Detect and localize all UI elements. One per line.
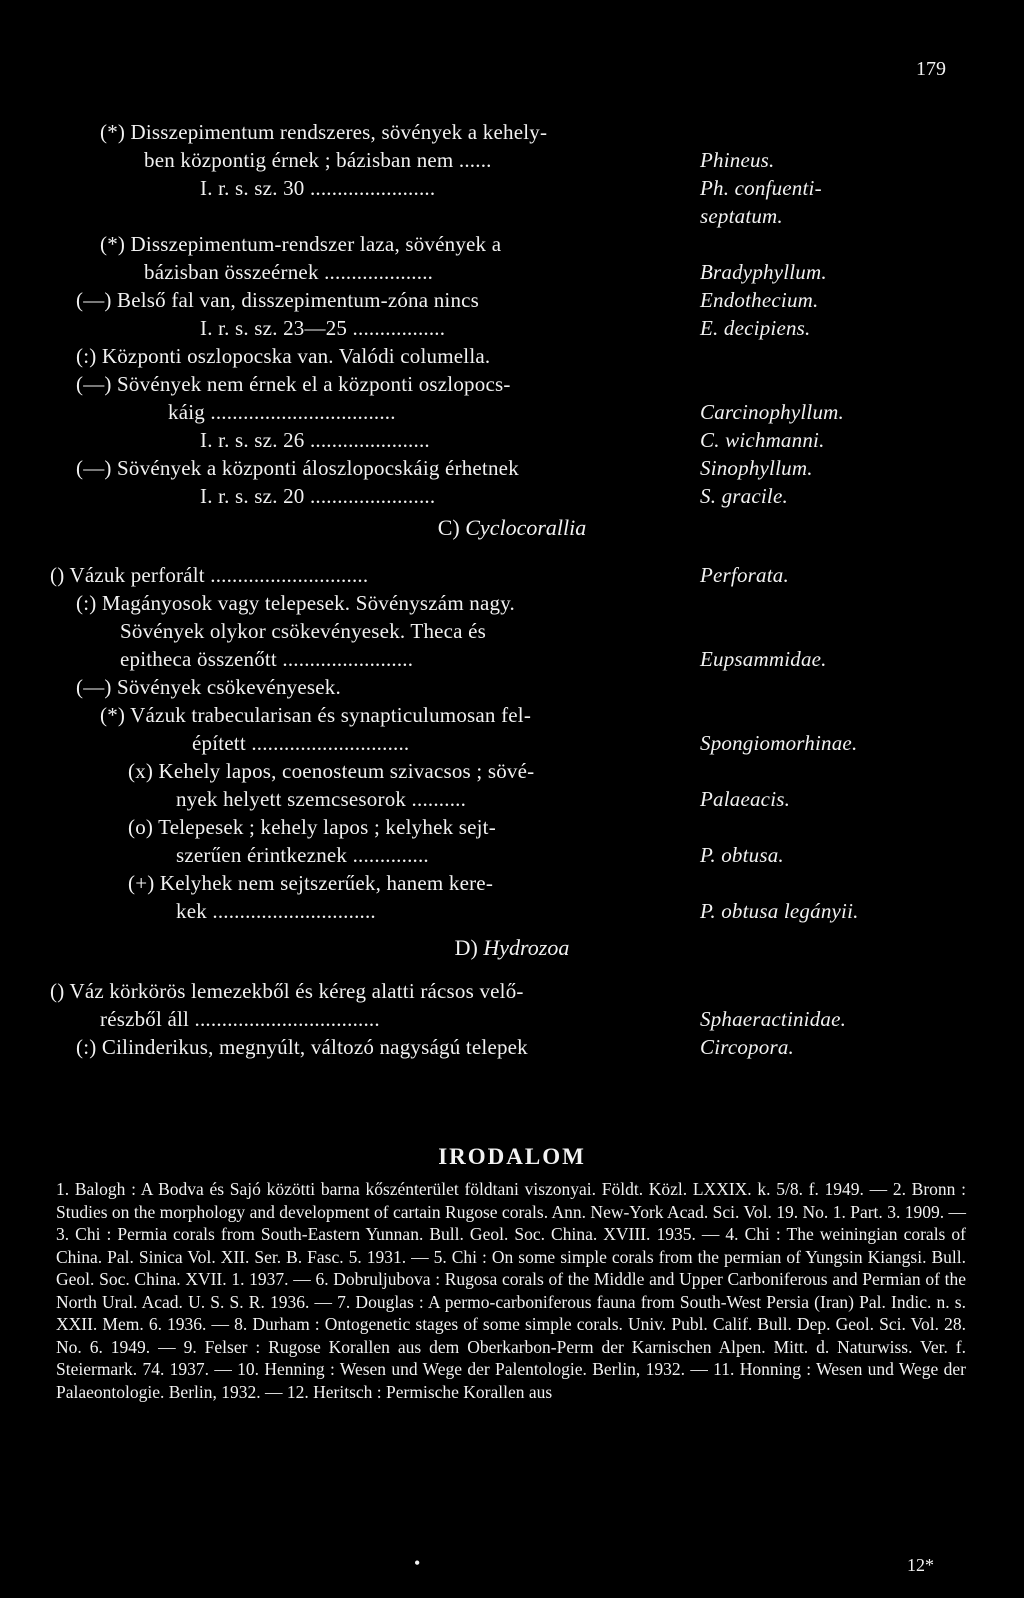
footer-dot: • [414,1553,421,1573]
key-taxon: Endothecium. [700,288,819,312]
literature-body: 1. Balogh : A Bodva és Sajó közötti barna kőszénterület földtani viszonyai. Földt. Közl. LXXIX. k. 5/8. f. 1949. — 2. Bronn : Studies on the morphology and development of cartain Rugose corals. Ann. New-York Acad. Sci. Vol. 19. No. 1. Part. 3. 1909. — 3. Chi : Permia corals from South-Eastern Yunnan. Bull. Geol. Soc. China. XVIII. 1935. — 4. Chi : The weiningian corals of China. Pal. Sinica Vol. XII. Ser. B. Fasc. 5. 1931. — 5. Chi : On some simple corals from the permian of Yungsin Kiangsi. Bull. Geol. Soc. China. XVII. 1. 1937. — 6. Dobruljubova : Rugosa corals of the Middle and Upper Carboniferous and Permian of the North Ural. Acad. U. S. S. R. 1936. — 7. Douglas : A permo-carboniferous fauna from South-West Persia (Iran) Pal. Indic. n. s. XXII. Mem. 6. 1936. — 8. Durham : Ontogenetic stages of some simple corals. Univ. Publ. Calif. Bull. Dep. Geol. Sci. Vol. 28. No. 6. 1949. — 9. Felser : Rugose Korallen aus dem Oberkarbon-Perm der Karnischen Alpen. Mitt. d. Naturwiss. Ver. f. Steiermark. 74. 1937. — 10. Henning : Wesen und Wege der Palentologie. Berlin, 1932. — 11. Honning : Wesen und Wege der Palaeontologie. Berlin, 1932. — 12. Heritsch : Permische Korallen aus [56,1179,966,1402]
key-text: () Vázuk perforált ............................. [50,563,369,587]
key-row [0,482,1024,510]
key-text: részből áll .................................. [100,1007,380,1031]
key-row [0,342,1024,370]
key-row [0,230,1024,258]
key-section-b [0,118,1024,510]
key-row [0,426,1024,454]
key-row [0,841,1024,869]
key-row [0,785,1024,813]
key-text: (o) Telepesek ; kehely lapos ; kelyhek sejt- [128,815,496,839]
key-row [0,701,1024,729]
key-text: I. r. s. sz. 30 ....................... [200,176,436,200]
key-text: (—) Sövények csökevényesek. [76,675,341,699]
section-d-prefix: D) [454,935,478,960]
key-row [0,757,1024,785]
key-taxon: P. obtusa. [700,843,784,867]
key-text: épített ............................. [192,731,410,755]
key-text: (*) Disszepimentum rendszeres, sövények a kehely- [100,120,548,144]
key-text: I. r. s. sz. 23—25 ................. [200,316,446,340]
footer-signature: 12* [907,1555,934,1575]
key-text: (—) Sövények nem érnek el a központi oszlopocs- [76,372,511,396]
key-row [0,1033,1024,1061]
key-row [0,617,1024,645]
section-c-title: Cyclocorallia [465,515,587,540]
key-row [0,454,1024,482]
key-taxon: Bradyphyllum. [700,260,827,284]
key-taxon: C. wichmanni. [700,428,825,452]
key-taxon: Phineus. [700,148,775,172]
section-d-title: Hydrozoa [483,935,570,960]
key-row [0,314,1024,342]
key-taxon: septatum. [700,204,783,228]
key-row [0,729,1024,757]
key-taxon: Ph. confuenti- [700,176,822,200]
section-c-prefix: C) [437,515,460,540]
key-text: I. r. s. sz. 20 ....................... [200,484,436,508]
key-taxon: Perforata. [700,563,789,587]
key-taxon: Carcinophyllum. [700,400,844,424]
key-text: I. r. s. sz. 26 ...................... [200,428,430,452]
key-row [0,1005,1024,1033]
section-c-heading [0,515,1024,541]
key-text: Sövények olykor csökevényesek. Theca és [120,619,487,643]
key-text: kek .............................. [176,899,376,923]
key-text: epitheca összenőtt ........................ [120,647,414,671]
key-section-d [0,977,1024,1061]
key-row [0,202,1024,230]
key-text: (:) Cilinderikus, megnyúlt, változó nagyságú telepek [76,1035,528,1059]
key-text: (:) Magányosok vagy telepesek. Sövényszám nagy. [76,591,516,615]
key-text: () Váz körkörös lemezekből és kéreg alatti rácsos velő- [50,979,524,1003]
key-text: (—) Belső fal van, disszepimentum-zóna nincs [76,288,480,312]
key-taxon: Circopora. [700,1035,794,1059]
key-taxon: P. obtusa legányii. [700,899,859,923]
key-text: nyek helyett szemcsesorok .......... [176,787,467,811]
key-taxon: Spongiomorhinae. [700,731,858,755]
key-row [0,398,1024,426]
key-text: (+) Kelyhek nem sejtszerűek, hanem kere- [128,871,494,895]
key-section-c [0,561,1024,925]
key-row [0,977,1024,1005]
key-text: bázisban összeérnek .................... [144,260,434,284]
key-row [0,589,1024,617]
page-number: 179 [916,58,946,80]
key-text: (*) Vázuk trabecularisan és synapticulumosan fel- [100,703,532,727]
key-row [0,645,1024,673]
key-text: ben központig érnek ; bázisban nem ...... [144,148,492,172]
key-text: (x) Kehely lapos, coenosteum szivacsos ; sövé- [128,759,535,783]
key-text: (*) Disszepimentum-rendszer laza, sövények a [100,232,502,256]
key-row [0,174,1024,202]
key-row [0,258,1024,286]
key-row [0,813,1024,841]
literature-title: IRODALOM [438,1144,586,1169]
key-row [0,118,1024,146]
key-taxon: Sinophyllum. [700,456,813,480]
key-row [0,869,1024,897]
key-text: (—) Sövények a központi áloszlopocskáig érhetnek [76,456,519,480]
key-taxon: E. decipiens. [700,316,811,340]
key-row [0,561,1024,589]
key-text: (:) Központi oszlopocska van. Valódi columella. [76,344,491,368]
key-taxon: Eupsammidae. [700,647,827,671]
section-d-heading [0,935,1024,961]
key-row [0,286,1024,314]
key-row [0,897,1024,925]
key-row [0,673,1024,701]
key-text: szerűen érintkeznek .............. [176,843,429,867]
key-row [0,146,1024,174]
key-taxon: Sphaeractinidae. [700,1007,847,1031]
key-row [0,370,1024,398]
key-text: káig .................................. [168,400,396,424]
key-taxon: Palaeacis. [700,787,791,811]
key-taxon: S. gracile. [700,484,788,508]
